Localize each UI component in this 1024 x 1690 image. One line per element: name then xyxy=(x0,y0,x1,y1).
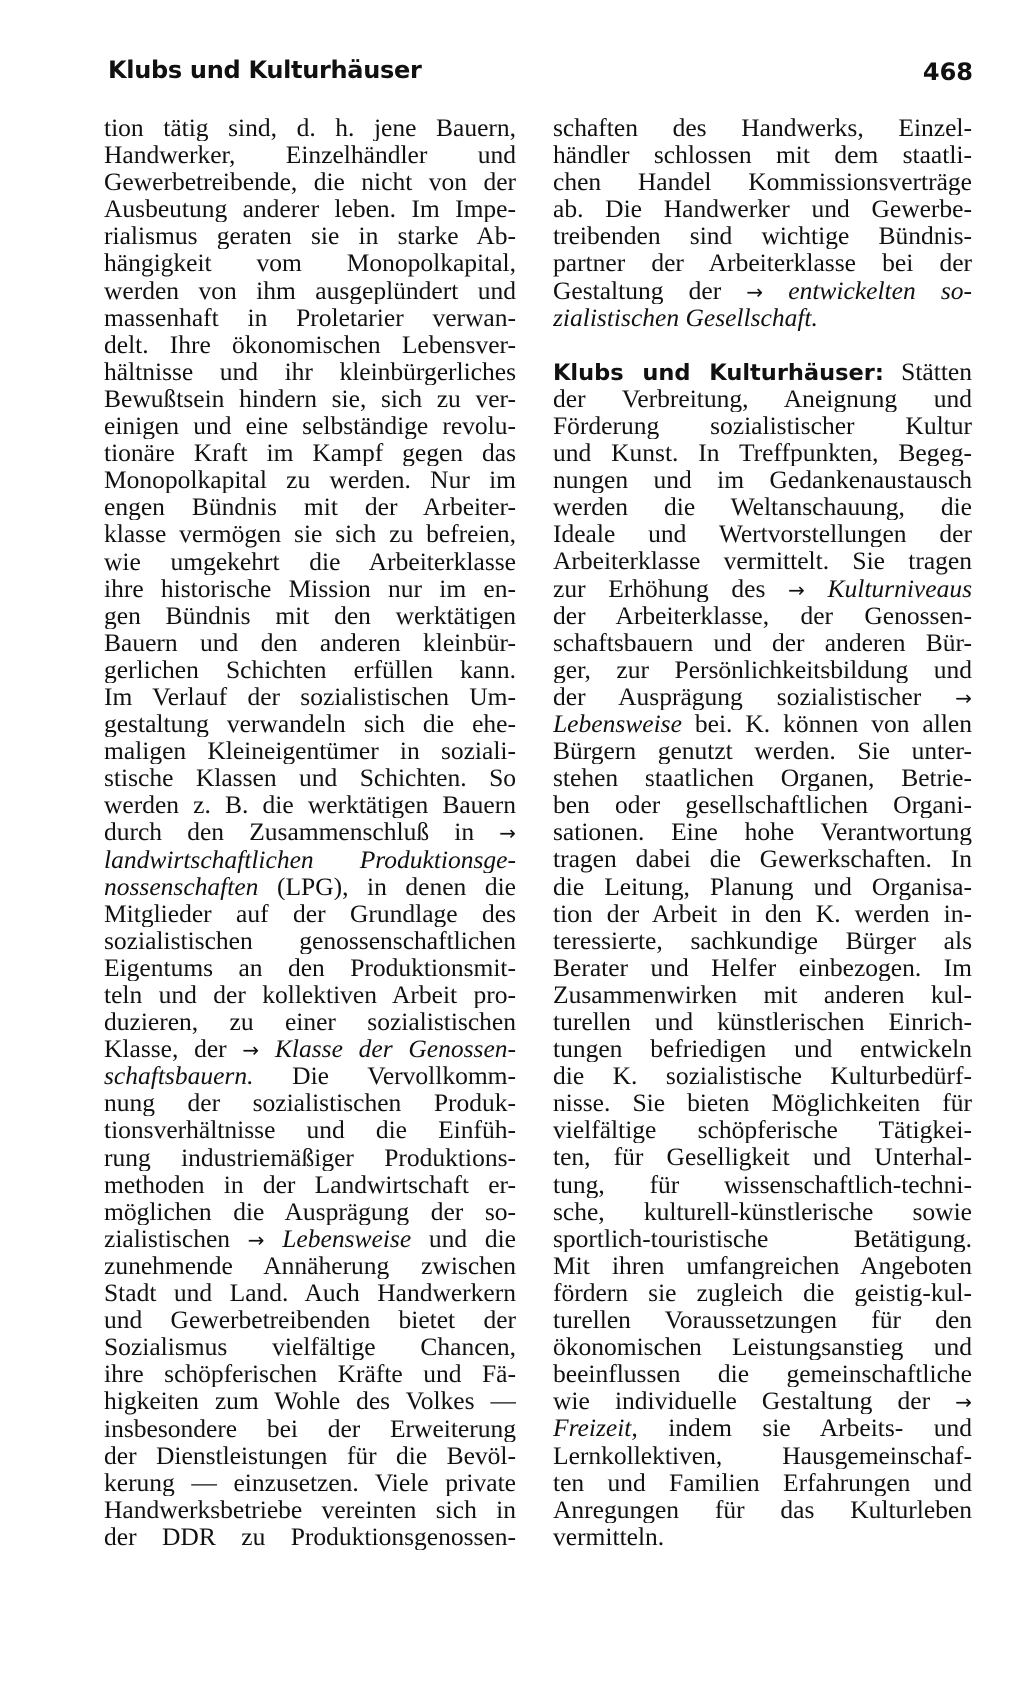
text-line: nung der sozialistischen Produk- xyxy=(104,1089,516,1117)
page-number: 468 xyxy=(922,58,973,86)
text-line: nisse. Sie bieten Möglichkeiten für xyxy=(553,1089,972,1117)
text-line: ökonomischen Leistungsanstieg und xyxy=(553,1333,972,1361)
cross-reference-link[interactable]: zialistischen Gesellschaft. xyxy=(553,303,818,331)
text-line: Eigentums an den Produktionsmit- xyxy=(104,953,516,981)
text-fragment: und die xyxy=(411,1224,516,1252)
text-line: beeinflussen die gemeinschaftliche xyxy=(553,1360,972,1388)
text-line: der Dienstleistungen für die Bevöl- xyxy=(104,1441,516,1469)
entry-lemma: Klubs und Kulturhäuser: xyxy=(553,359,884,385)
text-fragment: wie individuelle Gestaltung der xyxy=(553,1387,931,1415)
text-line xyxy=(104,1062,516,1089)
text-line: sportlich-touristische Betätigung. xyxy=(553,1224,972,1252)
text-fragment: (LPG), in denen die xyxy=(258,872,516,900)
text-line: stehen staatlichen Organen, Betrie- xyxy=(553,764,972,792)
text-line: ab. Die Handwerker und Gewerbe- xyxy=(553,195,972,223)
text-line: Mit ihren umfangreichen Angeboten xyxy=(553,1251,972,1279)
text-line: tionäre Kraft im Kampf gegen das xyxy=(104,439,516,467)
text-fragment: Klasse, der xyxy=(104,1035,243,1063)
text-line: gerlichen Schichten erfüllen kann. xyxy=(104,655,516,683)
text-line xyxy=(104,1225,516,1252)
entry-separator xyxy=(553,331,972,358)
text-line: stische Klassen und Schichten. So xyxy=(104,764,516,792)
text-line: die K. sozialistische Kulturbedürf- xyxy=(553,1062,972,1090)
text-line: Monopolkapital zu werden. Nur im xyxy=(104,466,516,494)
text-line: rialismus geraten sie in starke Ab- xyxy=(104,222,516,250)
text-line: ihre schöpferischen Kräfte und Fä- xyxy=(104,1360,516,1388)
text-line: Anregungen für das Kulturleben xyxy=(553,1495,972,1523)
text-line: Ideale und Wertvorstellungen der xyxy=(553,520,972,548)
cross-reference-link[interactable]: Lebensweise xyxy=(553,709,682,738)
text-line: der Verbreitung, Aneignung und xyxy=(553,384,972,412)
text-line: Mitglieder auf der Grundlage des xyxy=(104,899,516,927)
cross-reference-arrow-icon: → xyxy=(242,1038,260,1063)
text-line xyxy=(553,277,972,304)
text-line: gestaltung verwandeln sich die ehe- xyxy=(104,710,516,738)
text-line: werden die Weltanschauung, die xyxy=(553,493,972,521)
text-line: zunehmende Annäherung zwischen xyxy=(104,1251,516,1280)
text-line: schaften des Handwerks, Einzel- xyxy=(553,114,972,142)
text-fragment: Stätten xyxy=(883,357,972,385)
text-line: Zusammenwirken mit anderen kul- xyxy=(553,980,972,1008)
text-line: möglichen die Ausprägung der so- xyxy=(104,1197,516,1225)
left-column xyxy=(104,114,516,1550)
text-line: Handwerksbetriebe vereinten sich in xyxy=(104,1495,516,1523)
text-line xyxy=(553,710,972,737)
text-line: hängigkeit vom Monopolkapital, xyxy=(104,249,516,277)
text-line: duzieren, zu einer sozialistischen xyxy=(104,1008,516,1036)
cross-reference-link[interactable]: schaftsbauern. xyxy=(104,1062,254,1090)
text-line: gen Bündnis mit den werktätigen xyxy=(104,601,516,629)
text-line: ihre historische Mission nur im en- xyxy=(104,574,516,602)
text-line: ten, für Geselligkeit und Unterhal- xyxy=(553,1143,972,1171)
cross-reference-link[interactable]: nossenschaften xyxy=(104,872,259,900)
text-fragment: Die Vervollkomm- xyxy=(253,1062,516,1090)
running-head-title: Klubs und Kulturhäuser xyxy=(108,56,422,84)
text-line: Ausbeutung anderer leben. Im Impe- xyxy=(104,195,516,223)
entry-lemma-line xyxy=(553,358,972,385)
text-line: higkeiten zum Wohle des Volkes — xyxy=(104,1387,516,1415)
text-line: Im Verlauf der sozialistischen Um- xyxy=(104,682,516,711)
text-line: Bauern und den anderen kleinbür- xyxy=(104,628,516,656)
text-line: sozialistischen genossenschaftlichen xyxy=(104,926,516,954)
text-line: tion der Arbeit in den K. werden in- xyxy=(553,899,972,927)
text-line: einigen und eine selbständige revolu- xyxy=(104,412,516,440)
text-line xyxy=(553,575,972,602)
text-line xyxy=(104,846,516,873)
text-line: hältnisse und ihr kleinbürgerliches xyxy=(104,357,516,385)
cross-reference-link[interactable]: Kulturniveaus xyxy=(827,574,972,602)
text-line: und Kunst. In Treffpunkten, Begeg- xyxy=(553,439,972,467)
text-line xyxy=(104,873,516,900)
text-line: vermitteln. xyxy=(553,1522,665,1550)
cross-reference-arrow-icon: → xyxy=(788,577,805,602)
cross-reference-arrow-icon: → xyxy=(955,685,972,710)
right-column xyxy=(553,114,972,1550)
cross-reference-link[interactable]: Lebensweise xyxy=(282,1224,412,1252)
text-line: ten und Familien Erfahrungen und xyxy=(553,1468,972,1496)
text-line: massenhaft in Proletarier verwan- xyxy=(104,303,516,331)
text-line: methoden in der Landwirtschaft er- xyxy=(104,1170,516,1198)
text-line: teln und der kollektiven Arbeit pro- xyxy=(104,981,516,1009)
text-line xyxy=(553,304,972,331)
text-line: sationen. Eine hohe Verantwortung xyxy=(553,818,972,846)
text-line: fördern sie zugleich die geistig-kul- xyxy=(553,1278,972,1307)
text-line: maligen Kleineigentümer in soziali- xyxy=(104,737,516,765)
text-fragment: indem sie Arbeits- und xyxy=(637,1414,972,1442)
text-line: wie umgekehrt die Arbeiterklasse xyxy=(104,547,516,575)
text-line xyxy=(104,1035,516,1062)
text-fragment: zur Erhöhung des xyxy=(553,574,789,602)
text-fragment: Gestaltung der xyxy=(553,276,747,304)
text-line: Gewerbetreibende, die nicht von der xyxy=(104,168,516,196)
cross-reference-arrow-icon: → xyxy=(746,279,764,304)
text-line: turellen Voraussetzungen für den xyxy=(553,1306,972,1334)
text-line: tion tätig sind, d. h. jene Bauern, xyxy=(104,114,516,142)
cross-reference-link[interactable]: Klasse der Genossen- xyxy=(274,1035,516,1063)
text-line: tungen befriedigen und entwickeln xyxy=(553,1035,972,1063)
text-line: ben oder gesellschaftlichen Organi- xyxy=(553,791,972,819)
text-fragment: zialistischen xyxy=(104,1224,248,1252)
text-line: werden von ihm ausgeplündert und xyxy=(104,276,516,304)
text-line: vielfältige schöpferische Tätigkei- xyxy=(553,1116,972,1144)
text-line: Förderung sozialistischer Kultur xyxy=(553,411,972,440)
text-line: kerung — einzusetzen. Viele private xyxy=(104,1468,516,1496)
text-line: teressierte, sachkundige Bürger als xyxy=(553,926,972,954)
text-line: chen Handel Kommissionsverträge xyxy=(553,168,972,196)
text-line: händler schlossen mit dem staatli- xyxy=(553,141,972,169)
text-line: die Leitung, Planung und Organisa- xyxy=(553,872,972,900)
text-line: tragen dabei die Gewerkschaften. In xyxy=(553,845,972,873)
text-line xyxy=(553,683,972,710)
cross-reference-arrow-icon: → xyxy=(247,1227,265,1252)
text-line: sche, kulturell-künstlerische sowie xyxy=(553,1197,972,1225)
text-line: Arbeiterklasse vermittelt. Sie tragen xyxy=(553,547,972,575)
text-line: treibenden sind wichtige Bündnis- xyxy=(553,222,972,250)
text-line: der DDR zu Produktionsgenossen- xyxy=(104,1522,516,1550)
text-line: tionsverhältnisse und die Einfüh- xyxy=(104,1116,516,1144)
cross-reference-link[interactable]: Freizeit, xyxy=(553,1414,638,1442)
text-line: Bürgern genutzt werden. Sie unter- xyxy=(553,737,972,765)
text-line: schaftsbauern und der anderen Bür- xyxy=(553,628,972,656)
text-line: Sozialismus vielfältige Chancen, xyxy=(104,1333,516,1361)
text-line: werden z. B. die werktätigen Bauern xyxy=(104,791,516,819)
text-fragment: der Ausprägung sozialistischer xyxy=(553,682,922,710)
text-line: Handwerker, Einzelhändler und xyxy=(104,141,516,169)
cross-reference-arrow-icon: → xyxy=(955,1390,972,1415)
text-line: Berater und Helfer einbezogen. Im xyxy=(553,953,972,981)
text-line: klasse vermögen sie sich zu befreien, xyxy=(104,520,516,548)
text-line: delt. Ihre ökonomischen Lebensver- xyxy=(104,330,516,358)
text-line: ger, zur Persönlichkeitsbildung und xyxy=(553,655,972,683)
text-fragment: bei. K. können von allen xyxy=(681,709,972,738)
cross-reference-arrow-icon: → xyxy=(499,821,516,846)
text-line: und Gewerbetreibenden bietet der xyxy=(104,1306,516,1334)
text-line: tung, für wissenschaftlich-techni- xyxy=(553,1170,972,1198)
text-line: partner der Arbeiterklasse bei der xyxy=(553,249,972,277)
text-line: der Arbeiterklasse, der Genossen- xyxy=(553,601,972,629)
cross-reference-link[interactable]: entwickelten so- xyxy=(788,276,972,304)
text-fragment: durch den Zusammenschluß in xyxy=(104,818,475,846)
text-line: Lernkollektiven, Hausgemeinschaf- xyxy=(553,1441,972,1469)
text-line xyxy=(553,1414,972,1441)
text-line: turellen und künstlerischen Einrich- xyxy=(553,1008,972,1036)
text-line: engen Bündnis mit der Arbeiter- xyxy=(104,493,516,521)
text-line xyxy=(104,818,516,845)
text-line: Bewußtsein hindern sie, sich zu ver- xyxy=(104,384,516,413)
text-line: rung industriemäßiger Produktions- xyxy=(104,1143,516,1171)
text-line: nungen und im Gedankenaustausch xyxy=(553,466,972,494)
cross-reference-link[interactable]: landwirtschaftlichen Produktionsge- xyxy=(104,845,516,873)
text-line: Stadt und Land. Auch Handwerkern xyxy=(104,1279,516,1307)
text-line xyxy=(553,1387,972,1414)
text-line: insbesondere bei der Erweiterung xyxy=(104,1414,516,1442)
